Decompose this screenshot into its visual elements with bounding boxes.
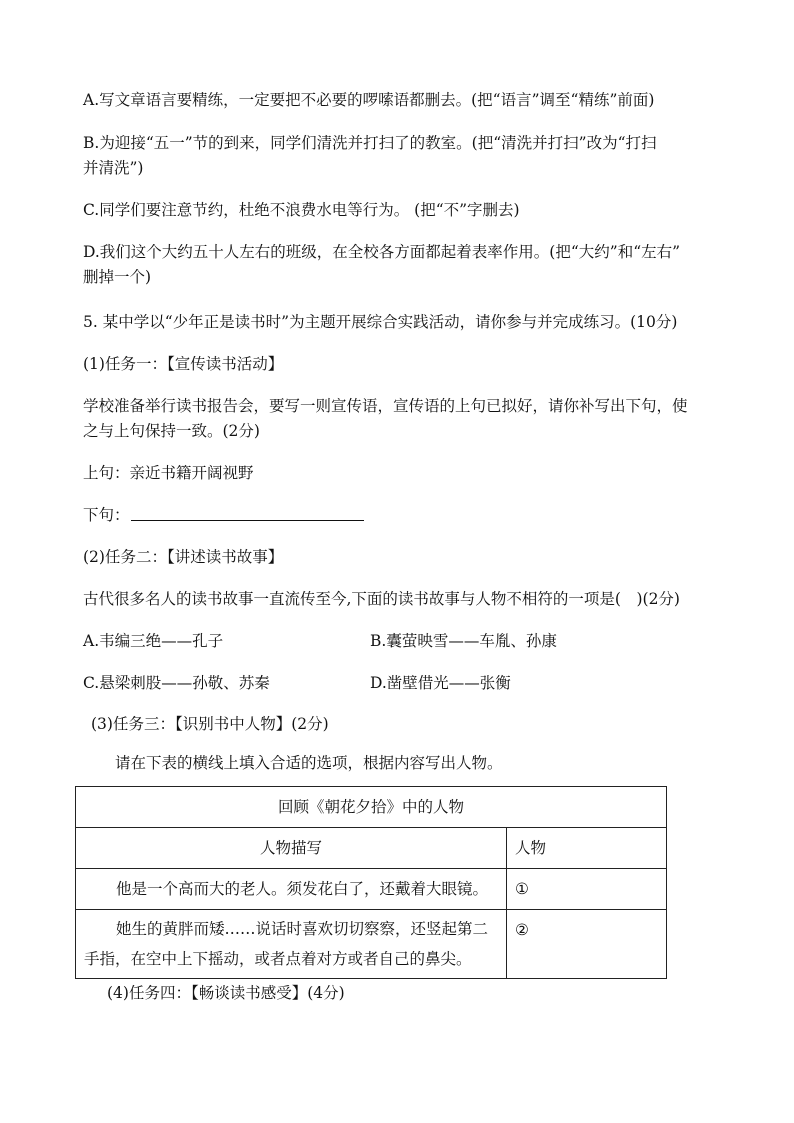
task1-lower-label: 下句： [83,506,130,524]
q4-option-a: A.写文章语言要精练，一定要把不必要的啰嗦语都删去。(把“语言”调至“精练”前面) [83,91,655,109]
q4-option-b-line1: B.为迎接“五一”节的到来，同学们清洗并打扫了的教室。(把“清洗并打扫”改为“打扫 [83,134,657,152]
task1-prompt-line2: 之与上句保持一致。(2分) [83,422,260,440]
task4-title: (4)任务四：【畅谈读书感受】(4分) [107,984,345,1002]
row-description: 她生的黄胖而矮……说话时喜欢切切察察，还竖起第二手指，在空中上下摇动，或者点着对方或者自己的鼻尖。 [76,910,507,979]
table-header-description: 人物描写 [76,828,507,869]
characters-table [75,786,667,979]
task2-option-c: C.悬梁刺股——孙敬、苏秦 [83,674,270,692]
q4-option-d-line2: 删掉一个) [83,268,152,286]
task1-upper-line: 上句：亲近书籍开阔视野 [83,464,254,482]
table-title: 回顾《朝花夕拾》中的人物 [76,787,667,828]
row-person-answer[interactable]: ① [507,869,667,910]
task1-title: (1)任务一：【宣传读书活动】 [83,355,284,373]
row-description: 他是一个高而大的老人。须发花白了，还戴着大眼镜。 [76,869,507,910]
q5-stem: 5. 某中学以“少年正是读书时”为主题开展综合实践活动，请你参与并完成练习。(10分) [83,313,678,331]
table-row [76,869,667,910]
task2-title: (2)任务二：【讲述读书故事】 [83,548,284,566]
q4-option-b-line2: 并清洗”) [83,159,144,177]
answer-blank-line[interactable] [131,520,364,521]
task2-option-b: B.囊萤映雪——车胤、孙康 [370,632,557,650]
q4-option-c: C.同学们要注意节约，杜绝不浪费水电等行为。 (把“不”字删去) [83,201,520,219]
q4-option-d-line1: D.我们这个大约五十人左右的班级，在全校各方面都起着表率作用。(把“大约”和“左右” [83,243,681,261]
task2-prompt: 古代很多名人的读书故事一直流传至今,下面的读书故事与人物不相符的一项是( )(2分) [83,590,680,608]
row-person-answer[interactable]: ② [507,910,667,979]
task1-prompt-line1: 学校准备举行读书报告会，要写一则宣传语，宣传语的上句已拟好，请你补写出下句，使 [83,397,688,415]
task3-title: (3)任务三：【识别书中人物】(2分) [91,715,329,733]
table-row [76,910,667,979]
task2-option-d: D.凿壁借光——张衡 [370,674,511,692]
task3-instruction: 请在下表的横线上填入合适的选项，根据内容写出人物。 [115,754,503,772]
task2-option-a: A.韦编三绝——孔子 [83,632,224,650]
table-header-person: 人物 [507,828,667,869]
